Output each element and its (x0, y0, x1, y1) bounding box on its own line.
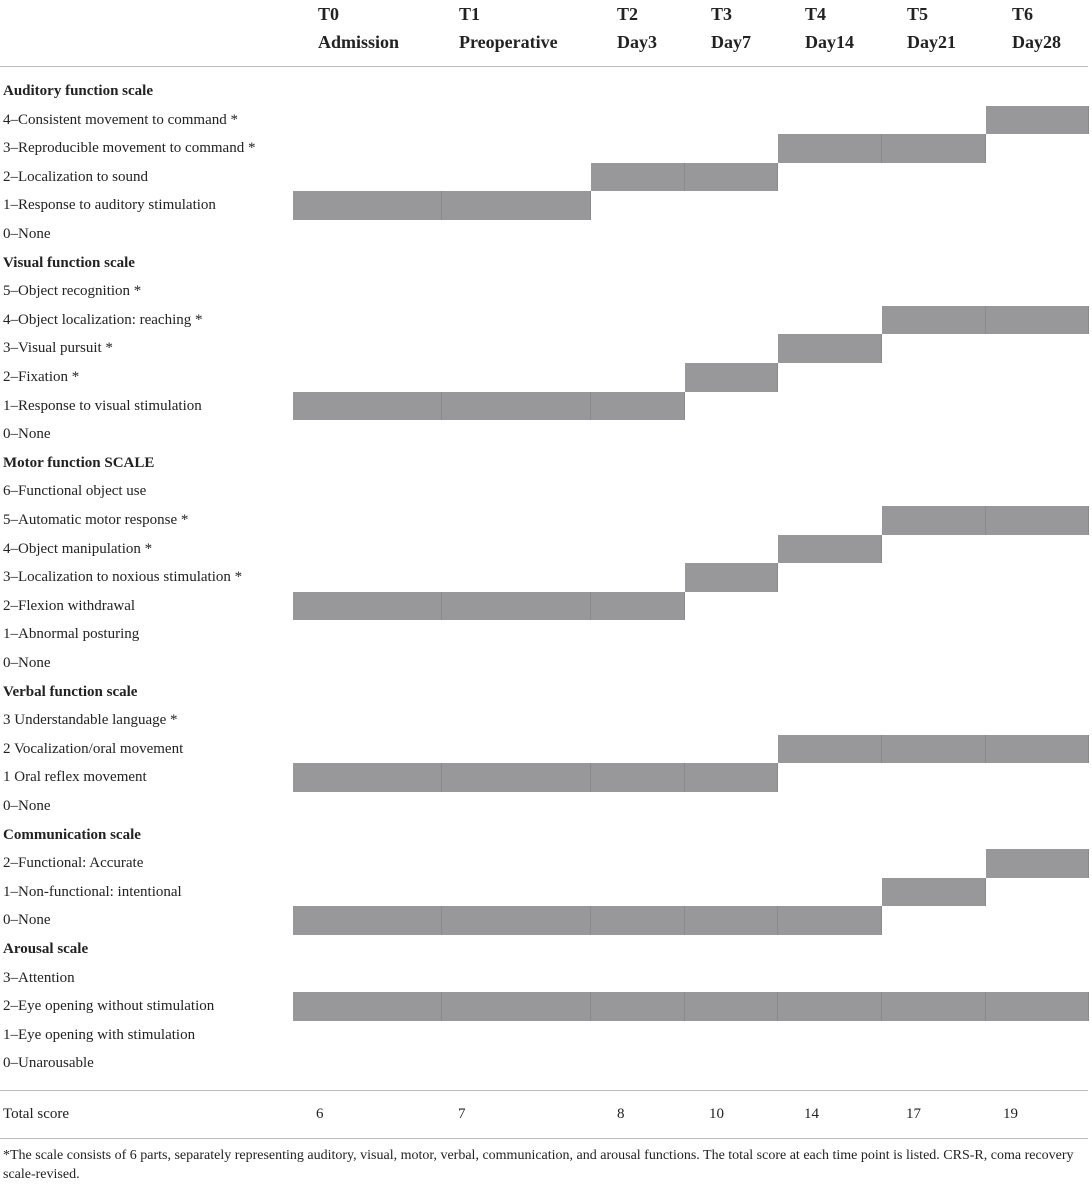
row-label: 0–None (3, 912, 51, 929)
table-row (0, 106, 1092, 135)
total-score-t3: 10 (709, 1106, 724, 1122)
score-bar-t1 (442, 763, 591, 792)
score-bar-t6 (986, 849, 1089, 878)
table-row (0, 906, 1092, 935)
score-bar-t0 (293, 392, 442, 421)
score-bar-t4 (778, 334, 882, 363)
row-label: 4–Object localization: reaching * (3, 311, 203, 328)
column-label: Day14 (805, 32, 854, 52)
section-row (0, 821, 1092, 850)
score-bar-t4 (778, 992, 882, 1021)
row-label: 2–Localization to sound (3, 168, 148, 185)
table-row (0, 191, 1092, 220)
score-bar-t6 (986, 506, 1089, 535)
total-score-t2: 8 (617, 1106, 625, 1122)
score-bar-t2 (591, 163, 685, 192)
column-code: T0 (318, 4, 340, 24)
table-row (0, 992, 1092, 1021)
table-row (0, 849, 1092, 878)
score-bar-t1 (442, 906, 591, 935)
row-label: 1–Response to visual stimulation (3, 397, 202, 414)
row-label: 2–Functional: Accurate (3, 855, 144, 872)
score-bar-t5 (882, 506, 986, 535)
column-label: Day3 (617, 32, 657, 52)
section-title: Visual function scale (3, 254, 135, 271)
row-label: 6–Functional object use (3, 483, 147, 500)
column-code: T4 (805, 4, 827, 24)
row-label: 3–Reproducible movement to command * (3, 140, 256, 157)
column-header-t2 (617, 0, 657, 56)
section-title: Communication scale (3, 826, 141, 843)
column-label: Admission (318, 32, 400, 52)
section-row (0, 449, 1092, 478)
score-bar-t5 (882, 735, 986, 764)
row-label: 1–Eye opening with stimulation (3, 1026, 196, 1043)
row-label: 4–Consistent movement to command * (3, 111, 238, 128)
table-row (0, 334, 1092, 363)
score-bar-t1 (442, 992, 591, 1021)
score-bar-t0 (293, 191, 442, 220)
column-header-t3 (711, 0, 751, 56)
row-label: 2–Flexion withdrawal (3, 597, 136, 614)
score-bar-t5 (882, 992, 986, 1021)
table-row (0, 163, 1092, 192)
score-bar-t5 (882, 878, 986, 907)
section-title: Motor function SCALE (3, 454, 155, 471)
table-row (0, 1021, 1092, 1050)
table-row (0, 392, 1092, 421)
score-bar-t3 (685, 763, 778, 792)
table-row (0, 1049, 1092, 1078)
score-bar-t0 (293, 592, 442, 621)
row-label: 5–Automatic motor response * (3, 512, 189, 528)
score-bar-t5 (882, 306, 986, 335)
score-bar-t3 (685, 363, 778, 392)
section-row (0, 935, 1092, 964)
score-bar-t2 (591, 763, 685, 792)
total-score-t5: 17 (906, 1106, 921, 1122)
total-bottom-rule (0, 1138, 1088, 1139)
column-header-t0 (318, 0, 399, 56)
score-bar-t2 (591, 992, 685, 1021)
row-label: 1 Oral reflex movement (3, 769, 147, 786)
score-bar-t1 (442, 592, 591, 621)
table-row (0, 363, 1092, 392)
row-label: 2 Vocalization/oral movement (3, 740, 184, 757)
score-bar-t6 (986, 992, 1089, 1021)
column-label: Day21 (907, 32, 956, 52)
score-bar-t3 (685, 163, 778, 192)
table-row (0, 134, 1092, 163)
score-bar-t6 (986, 306, 1089, 335)
table-row (0, 220, 1092, 249)
table-row (0, 620, 1092, 649)
score-bar-t0 (293, 906, 442, 935)
score-bar-t4 (778, 535, 882, 564)
column-label: Preoperative (459, 32, 558, 52)
column-code: T3 (711, 4, 733, 24)
score-bar-t6 (986, 735, 1089, 764)
row-label: 3–Attention (3, 969, 75, 986)
row-label: 5–Object recognition * (3, 283, 142, 300)
score-bar-t5 (882, 134, 986, 163)
column-code: T1 (459, 4, 481, 24)
section-row (0, 77, 1092, 106)
column-header-t5 (907, 0, 956, 56)
column-code: T2 (617, 4, 639, 24)
row-label: 1–Non-functional: intentional (3, 883, 182, 900)
row-label: 1–Response to auditory stimulation (3, 197, 216, 214)
score-bar-t6 (986, 106, 1089, 135)
score-bar-t2 (591, 392, 685, 421)
score-bar-t3 (685, 906, 778, 935)
section-title: Verbal function scale (3, 683, 138, 700)
section-title: Arousal scale (3, 941, 89, 957)
score-bar-t4 (778, 735, 882, 764)
column-header-t1 (459, 0, 558, 56)
score-bar-t2 (591, 592, 685, 621)
header-rule (0, 66, 1088, 67)
column-code: T6 (1012, 4, 1034, 24)
row-label: 3–Localization to noxious stimulation * (3, 569, 243, 586)
table-row (0, 277, 1092, 306)
row-label: 0–None (3, 798, 51, 814)
table-row (0, 878, 1092, 907)
score-bar-t1 (442, 392, 591, 421)
table-row (0, 763, 1092, 792)
table-row (0, 592, 1092, 621)
section-row (0, 678, 1092, 707)
score-bar-t0 (293, 992, 442, 1021)
score-bar-t3 (685, 563, 778, 592)
score-bar-t3 (685, 992, 778, 1021)
score-bar-t1 (442, 191, 591, 220)
row-label: 1–Abnormal posturing (3, 626, 140, 643)
table-row (0, 477, 1092, 506)
column-header-t4 (805, 0, 854, 56)
row-label: 3–Visual pursuit * (3, 340, 113, 357)
column-label: Day28 (1012, 32, 1061, 52)
section-title: Auditory function scale (3, 83, 153, 99)
score-bar-t2 (591, 906, 685, 935)
table-row (0, 792, 1092, 821)
table-row (0, 306, 1092, 335)
score-bar-t0 (293, 763, 442, 792)
table-row (0, 964, 1092, 993)
column-label: Day7 (711, 32, 751, 52)
row-label: 2–Fixation * (3, 369, 80, 385)
row-label: 0–Unarousable (3, 1055, 94, 1072)
table-row (0, 649, 1092, 678)
total-score-t6: 19 (1003, 1106, 1018, 1122)
table-row (0, 706, 1092, 735)
total-top-rule (0, 1090, 1088, 1091)
total-score-t0: 6 (316, 1106, 324, 1122)
column-code: T5 (907, 4, 929, 24)
table-row (0, 420, 1092, 449)
row-label: 2–Eye opening without stimulation (3, 998, 215, 1015)
column-header-t6 (1012, 0, 1061, 56)
row-label: 0–None (3, 226, 51, 242)
score-bar-t4 (778, 906, 882, 935)
table-footnote: *The scale consists of 6 parts, separately representing auditory, visual, motor, verbal, communication, and arousal functions. The total score at each time point is listed. CRS-R, coma recovery scale-revised. (3, 1148, 1074, 1182)
row-label: 4–Object manipulation * (3, 540, 153, 557)
table-row (0, 535, 1092, 564)
total-score-label: Total score (3, 1106, 70, 1122)
section-row (0, 249, 1092, 278)
table-row (0, 563, 1092, 592)
total-score-t1: 7 (458, 1106, 466, 1122)
row-label: 0–None (3, 655, 51, 671)
score-bar-t4 (778, 134, 882, 163)
row-label: 3 Understandable language * (3, 712, 178, 729)
row-label: 0–None (3, 426, 51, 443)
table-row (0, 735, 1092, 764)
total-score-t4: 14 (804, 1106, 819, 1122)
table-row (0, 506, 1092, 535)
